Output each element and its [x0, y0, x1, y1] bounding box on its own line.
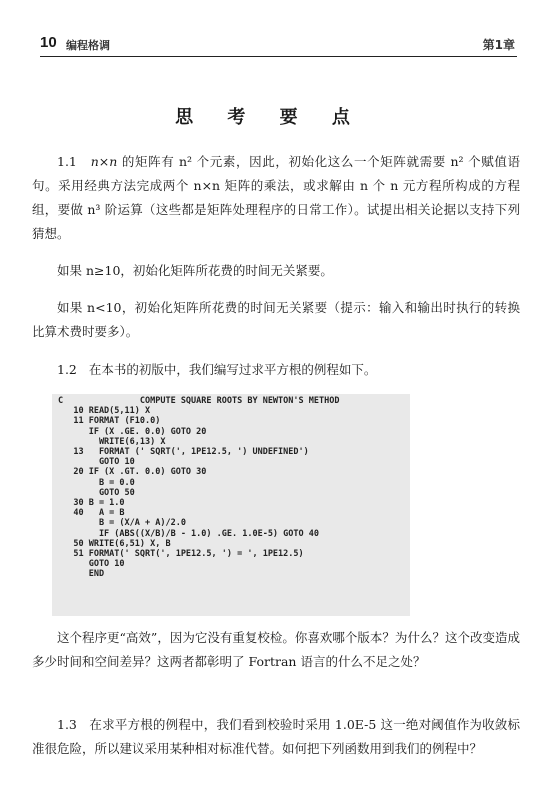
code-line: GOTO 10 — [98, 457, 135, 468]
page-header — [40, 34, 517, 57]
exercise-1-3 — [32, 713, 520, 761]
code-line: END — [88, 569, 105, 580]
code-line: GOTO 10 — [88, 559, 125, 570]
code-line: 11 FORMAT (F10.0) — [73, 416, 161, 427]
exercise-number: 1.2 — [57, 362, 77, 377]
code-line: 10 READ(5,11) X — [73, 406, 151, 417]
page-number: 10 — [40, 34, 57, 51]
code-listing — [52, 394, 410, 616]
exercise-1-2 — [32, 358, 520, 382]
exercise-text: 在求平方根的例程中，我们看到校验时采用 1.0E-5 这一绝对阈值作为收敛标准很危险，所以建议采用某种相对标准代替。如何把下列函数用到我们的例程中？ — [32, 717, 520, 756]
section-title: 思 考 要 点 — [175, 107, 364, 128]
code-line: GOTO 50 — [98, 487, 135, 498]
code-line: WRITE(6,13) X — [98, 436, 166, 447]
fortran-code — [52, 394, 410, 580]
chapter-label: 第1章 — [482, 38, 515, 52]
code-line: IF (X .GE. 0.0) GOTO 20 — [88, 426, 207, 437]
book-title: 编程格调 — [66, 39, 110, 52]
code-line: 40 A = B — [73, 508, 125, 519]
code-line: C COMPUTE SQUARE ROOTS BY NEWTON'S METHOD — [58, 396, 340, 406]
code-line: B = 0.0 — [98, 477, 135, 488]
matrix-size: n×n — [90, 154, 118, 169]
conjecture-1: 如果 n≥10，初始化矩阵所花费的时间无关紧要。 — [57, 263, 333, 278]
code-line: 51 FORMAT(' SQRT(', 1PE12.5, ') = ', 1PE12.5) — [73, 549, 304, 560]
exercise-number: 1.1 — [57, 154, 77, 169]
code-line: 20 IF (X .GT. 0.0) GOTO 30 — [73, 467, 207, 478]
conjecture-2: 如果 n<10，初始化矩阵所花费的时间无关紧要（提示：输入和输出时执行的转换比算术费时要多）。 — [32, 300, 520, 339]
exercise-number: 1.3 — [57, 717, 77, 732]
code-discussion: 这个程序更“高效”，因为它没有重复校检。你喜欢哪个版本？为什么？这个改变造成多少时间和空间差异？这两者都彰明了 Fortran 语言的什么不足之处？ — [32, 630, 520, 669]
code-line: B = (X/A + A)/2.0 — [98, 518, 186, 529]
code-line: IF (ABS((X/B)/B - 1.0) .GE. 1.0E-5) GOTO 40 — [98, 528, 319, 539]
exercise-1-1 — [32, 150, 520, 246]
exercise-text: 在本书的初版中，我们编写过求平方根的例程如下。 — [88, 362, 377, 377]
exercise-text: 的矩阵有 n² 个元素，因此，初始化这么一个矩阵就需要 n² 个赋值语句。采用经典方法完成两个 n×n 矩阵的乘法，或求解由 n 个 n 元方程所构成的方程组，要做 n³ 阶运算（这些都是矩阵处理程序的日常工作）。试提出相关论据以支持下列猜想。 — [32, 154, 521, 241]
code-line: 50 WRITE(6,51) X, B — [73, 538, 171, 549]
code-line: 13 FORMAT (' SQRT(', 1PE12.5, ') UNDEFINED') — [73, 447, 309, 458]
code-line: 30 B = 1.0 — [73, 498, 125, 509]
